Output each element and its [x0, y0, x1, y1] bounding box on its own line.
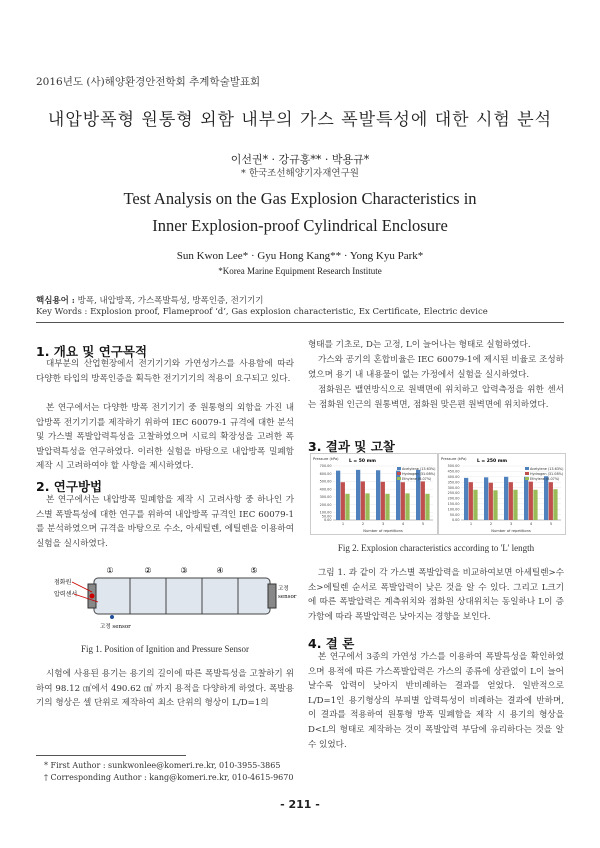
sensor-point-icon [110, 615, 114, 619]
cylinder-body [94, 578, 270, 614]
legend-swatch [397, 477, 401, 480]
bar [356, 470, 360, 520]
legend-entry: Acetylene (13.63%) [530, 466, 564, 471]
figure1-caption: Fig 1. Position of Ignition and Pressure Sensor [81, 644, 249, 654]
y-tick-label: 0.00 [323, 518, 332, 523]
right-para1: 형태를 기초로, D는 고정, L이 늘어나는 형태로 실험하였다. [308, 340, 531, 350]
section3-para1: 그림 1. 과 같이 각 가스별 폭발압력을 비교하여보면 아세틸렌>수소>에틸렌 순서로 폭발압력이 낮은 것을 알 수 있다. 그리고 L크기에 따른 폭발압력은 계측위치와 점화원 상대위치는 동일하나 L이 증가함에 따라 폭발압력은 낮아지는 경향을 보인다. [308, 568, 564, 622]
section2-para2: 시험에 사용된 용기는 용기의 길이에 따른 폭발특성을 고찰하기 위하여 98.12 ㎤에서 490.62 ㎤ 까지 용적을 다양하게 하였다. 폭발용기의 형상은 셀 단위로 제작하여 최소 단위의 형상이 L/D=1의 [36, 669, 294, 709]
legend-swatch [397, 472, 401, 475]
section1-title: 1. 개요 및 연구목적 [36, 344, 148, 359]
x-tick-label: 1 [341, 522, 345, 526]
footnote-corresponding-author: † Corresponding Author : kang@komeri.re.kr, 010-4615-9670 [44, 773, 294, 782]
fixed-sensor-label-en: sensor [278, 594, 297, 600]
bar [549, 482, 553, 520]
y-axis-label: Pressure (kPa) [313, 457, 339, 461]
section1-para1: 대부분의 산업현장에서 전기기기와 가연성가스를 사용함에 따라 다양한 타입의 방폭인증을 획득한 전기기기의 적용이 요구되고 있다. [36, 359, 294, 384]
title-en-line1: Test Analysis on the Gas Explosion Characteristics in [123, 189, 477, 208]
legend-swatch [525, 477, 529, 480]
y-tick-label: 150.00 [447, 502, 460, 506]
authors-korean: 이선권* · 강규홍** · 박용규* [230, 153, 370, 166]
bar [336, 471, 340, 520]
y-tick-label: 50.00 [449, 512, 460, 517]
bar [385, 494, 389, 520]
x-tick-label: 4 [401, 522, 405, 526]
keywords-english [36, 307, 488, 317]
y-tick-label: 250.00 [447, 491, 460, 496]
bar [469, 482, 473, 520]
cell-num-3: ③ [180, 566, 188, 575]
chart-l250 [438, 453, 566, 535]
x-axis-label: Number of repetitions [491, 529, 531, 533]
x-axis-label: Number of repetitions [363, 529, 403, 533]
x-tick-label: 1 [469, 522, 473, 526]
bar [365, 493, 369, 520]
title-en-line2: Inner Explosion-proof Cylindrical Enclosure [152, 216, 448, 235]
right-para2: 가스와 공기의 혼합비율은 IEC 60079-1에 제시된 비율로 조성하였으며 용기 내 내용물이 없는 가정에서 실험을 실시하였다. [308, 355, 564, 380]
cell-num-1: ① [106, 566, 114, 575]
legend-swatch [525, 472, 529, 475]
bar [513, 490, 517, 520]
section2-para1: 본 연구에서는 내압방폭 밀폐함을 제작 시 고려사항 중 하나인 가스별 폭발특성에 대한 연구를 위하여 내압방폭 규격인 IEC 60079-1를 분석하였으며 규격을 바탕으로 수소, 아세틸렌, 에틸렌을 이용하여 실험을 실시하였다. [36, 495, 294, 549]
keywords-korean-label: 핵심용어 : [36, 296, 75, 306]
y-tick-label: 600.00 [319, 471, 332, 476]
y-tick-label: 200.00 [319, 502, 332, 507]
page-number: - 211 - [280, 798, 320, 811]
y-tick-label: 400.00 [447, 475, 460, 479]
legend-swatch [397, 467, 401, 470]
legend-entry: Hydrogen (31.08%) [402, 471, 436, 476]
bar [341, 482, 345, 520]
x-tick-label: 5 [421, 522, 425, 526]
cell-num-4: ④ [216, 566, 224, 575]
section2-title: 2. 연구방법 [36, 479, 103, 494]
bar [493, 490, 497, 520]
paper-title-english [0, 185, 600, 239]
bar [376, 470, 380, 520]
right-para3: 점화원은 밸연방식으로 원백면에 위치하고 압력측정을 위한 센서는 점화원 인근의 원통벽면, 점화원 맞은편 원벽면에 위치하였다. [308, 385, 564, 410]
cell-num-5: ⑤ [250, 566, 258, 575]
x-tick-label: 3 [509, 522, 513, 526]
bar [533, 490, 537, 520]
bar [421, 481, 425, 520]
legend-swatch [525, 467, 529, 470]
ignition-point-icon [90, 594, 95, 599]
legend-entry: Ethylene (8.07%) [530, 476, 560, 481]
bar [504, 477, 508, 520]
y-tick-label: 200.00 [447, 496, 460, 501]
legend-entry: Acetylene (13.63%) [402, 466, 436, 471]
y-tick-label: 0.00 [451, 518, 460, 523]
bar [509, 482, 513, 520]
bar [544, 476, 548, 520]
chart-title: L = 50 mm [349, 459, 376, 464]
chart-title: L = 250 mm [477, 459, 508, 464]
bar [425, 494, 429, 520]
bar [553, 489, 557, 520]
x-tick-label: 3 [381, 522, 385, 526]
bar [473, 490, 477, 520]
y-tick-label: 500.00 [319, 479, 332, 484]
bar [464, 478, 468, 520]
authors-english: Sun Kwon Lee* · Gyu Hong Kang** · Yong Kyu Park* [176, 250, 424, 262]
x-tick-label: 5 [549, 522, 553, 526]
ignition-label: 점화원 [54, 579, 72, 586]
x-tick-label: 4 [529, 522, 533, 526]
y-tick-label: 700.00 [319, 464, 332, 469]
bottom-sensor-label: 고정 sensor [100, 624, 131, 630]
keywords-korean [36, 294, 264, 306]
bar [345, 494, 349, 520]
bar [524, 477, 528, 520]
legend-entry: Hydrogen (31.08%) [530, 471, 564, 476]
affiliation-korean: * 한국조선해양기자재연구원 [241, 168, 359, 179]
bar [529, 482, 533, 520]
fixed-sensor-label: 고정 [278, 586, 289, 592]
bar [401, 482, 405, 520]
y-tick-label: 100.00 [319, 510, 332, 515]
legend-entry: Ethylene (8.07%) [402, 476, 432, 481]
section1-para2: 본 연구에서는 다양한 방폭 전기기기 중 원통형의 외함을 가진 내압방폭 전기기기를 제작하기 위하여 IEC 60079-1 규격에 대한 분석 및 가스별 폭발압력특성을 고찰하였으며 시료의 확장성을 고려한 폭발압력특성을 연구하였다. 이러한 실험을 바탕으로 내압방폭 밀폐함 제작 시 고려하여야 할 사항을 제시하였다. [36, 403, 294, 472]
keywords-english-label: Key Words : [36, 307, 88, 317]
y-tick-label: 400.00 [319, 487, 332, 492]
figure2-caption: Fig 2. Explosion characteristics according to 'L' length [337, 543, 535, 553]
cell-num-2: ② [144, 566, 152, 575]
y-tick-label: 50.00 [321, 514, 332, 519]
section4-title: 4. 결 론 [308, 636, 355, 651]
footnote-first-author: * First Author : sunkwonlee@komeri.re.kr, 010-3955-3865 [44, 761, 281, 770]
keywords-korean-text: 방폭, 내압방폭, 가스폭발특성, 방폭인증, 전기기기 [77, 296, 264, 306]
paper-title-korean: 내압방폭형 원통형 외함 내부의 가스 폭발특성에 대한 시험 분석 [47, 110, 553, 130]
bar [405, 493, 409, 520]
y-tick-label: 500.00 [447, 464, 460, 469]
y-tick-label: 300.00 [447, 485, 460, 490]
pressure-sensor-label: 압력센서 [54, 591, 78, 598]
x-tick-label: 2 [361, 522, 365, 526]
section3-title: 3. 결과 및 고찰 [308, 439, 395, 454]
x-tick-label: 2 [489, 522, 493, 526]
footnote-divider [36, 755, 186, 756]
bar [489, 483, 493, 520]
bar [381, 482, 385, 520]
y-axis-label: Pressure (kPa) [441, 457, 467, 461]
affiliation-english: *Korea Marine Equipment Research Institute [218, 266, 382, 276]
y-tick-label: 300.00 [319, 495, 332, 500]
chart-l50 [310, 453, 438, 535]
y-tick-label: 100.00 [447, 507, 460, 512]
y-tick-label: 450.00 [447, 469, 460, 474]
bar [484, 477, 488, 520]
conference-header: 2016년도 (사)해양환경안전학회 추계학술발표회 [36, 76, 261, 88]
divider [36, 322, 564, 323]
figure1-diagram [52, 562, 297, 634]
bar [361, 481, 365, 520]
y-tick-label: 350.00 [447, 480, 460, 485]
section4-para1: 본 연구에서 3종의 가연성 가스를 이용하여 폭발특성을 확인하였으며 용적에 따른 가스폭발압력은 가스의 종류에 상관없이 L이 늘어날수록 압력이 낮아지 반비례하는 결과를 얻었다. 일반적으로 L/D=1인 용기형상의 부피별 압력특성이 비례하는 결과에 반하며, 이 결과를 적용하여 원통형 방폭 밀폐함을 제작 시 용기의 형상을 D<L의 형태로 제작하는 것이 폭발압력 부담에 유리하다는 것을 알 수 있었다. [308, 652, 564, 750]
keywords-english-text: Explosion proof, Flameproof ‘d’, Gas explosion characteristic, Ex Certificate, Electric device [90, 307, 488, 317]
